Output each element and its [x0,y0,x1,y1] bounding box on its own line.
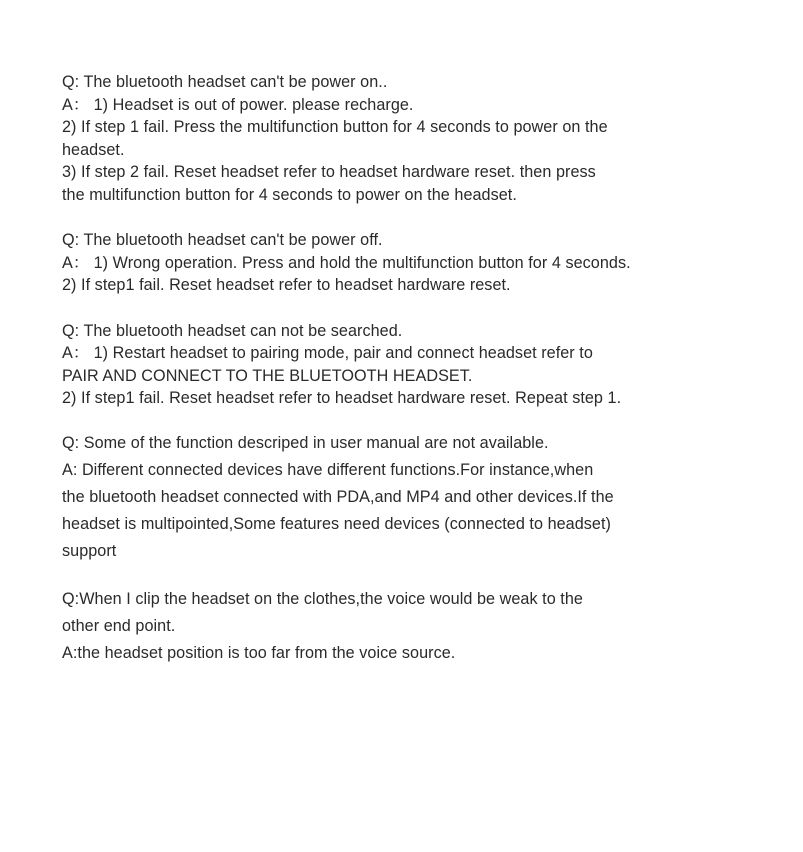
faq-answer-line: A： 1) Restart headset to pairing mode, pair and connect headset refer to [62,344,593,362]
faq-answer-line: the bluetooth headset connected with PDA,and MP4 and other devices.If the [62,487,614,506]
faq-power-on [62,71,772,206]
faq-answer-line: A： 1) Wrong operation. Press and hold the multifunction button for 4 seconds. [62,253,631,272]
faq-weak-voice [62,586,772,667]
faq-answer-line: 3) If step 2 fail. Reset headset refer to headset hardware reset. then press [62,163,596,181]
faq-answer-line: A:the headset position is too far from the voice source. [62,643,456,662]
faq-answer-line: A: Different connected devices have different functions.For instance,when [62,460,594,479]
faq-question: Q: The bluetooth headset can't be power on.. [62,73,388,91]
faq-question: Q: The bluetooth headset can't be power off. [62,231,383,249]
faq-answer-line: support [62,541,117,560]
faq-question: Q: Some of the function descriped in user manual are not available. [62,433,549,452]
faq-question: other end point. [62,616,176,635]
faq-answer-line: A： 1) Headset is out of power. please recharge. [62,95,414,114]
faq-function-unavailable [62,430,772,565]
faq-answer-line: 2) If step 1 fail. Press the multifunction button for 4 seconds to power on the [62,118,608,136]
faq-question: Q: The bluetooth headset can not be searched. [62,321,403,340]
faq-not-searched [62,320,772,410]
faq-answer-line: headset is multipointed,Some features need devices (connected to headset) [62,514,611,533]
faq-answer-line: 2) If step1 fail. Reset headset refer to headset hardware reset. Repeat step 1. [62,389,622,407]
faq-power-off [62,229,772,297]
faq-answer-line: headset. [62,140,125,159]
faq-answer-line: the multifunction button for 4 seconds to power on the headset. [62,185,517,204]
faq-answer-line: 2) If step1 fail. Reset headset refer to headset hardware reset. [62,276,511,294]
faq-question: Q:When I clip the headset on the clothes,the voice would be weak to the [62,589,583,608]
faq-answer-line: PAIR AND CONNECT TO THE BLUETOOTH HEADSET. [62,366,473,385]
faq-document [62,71,772,667]
